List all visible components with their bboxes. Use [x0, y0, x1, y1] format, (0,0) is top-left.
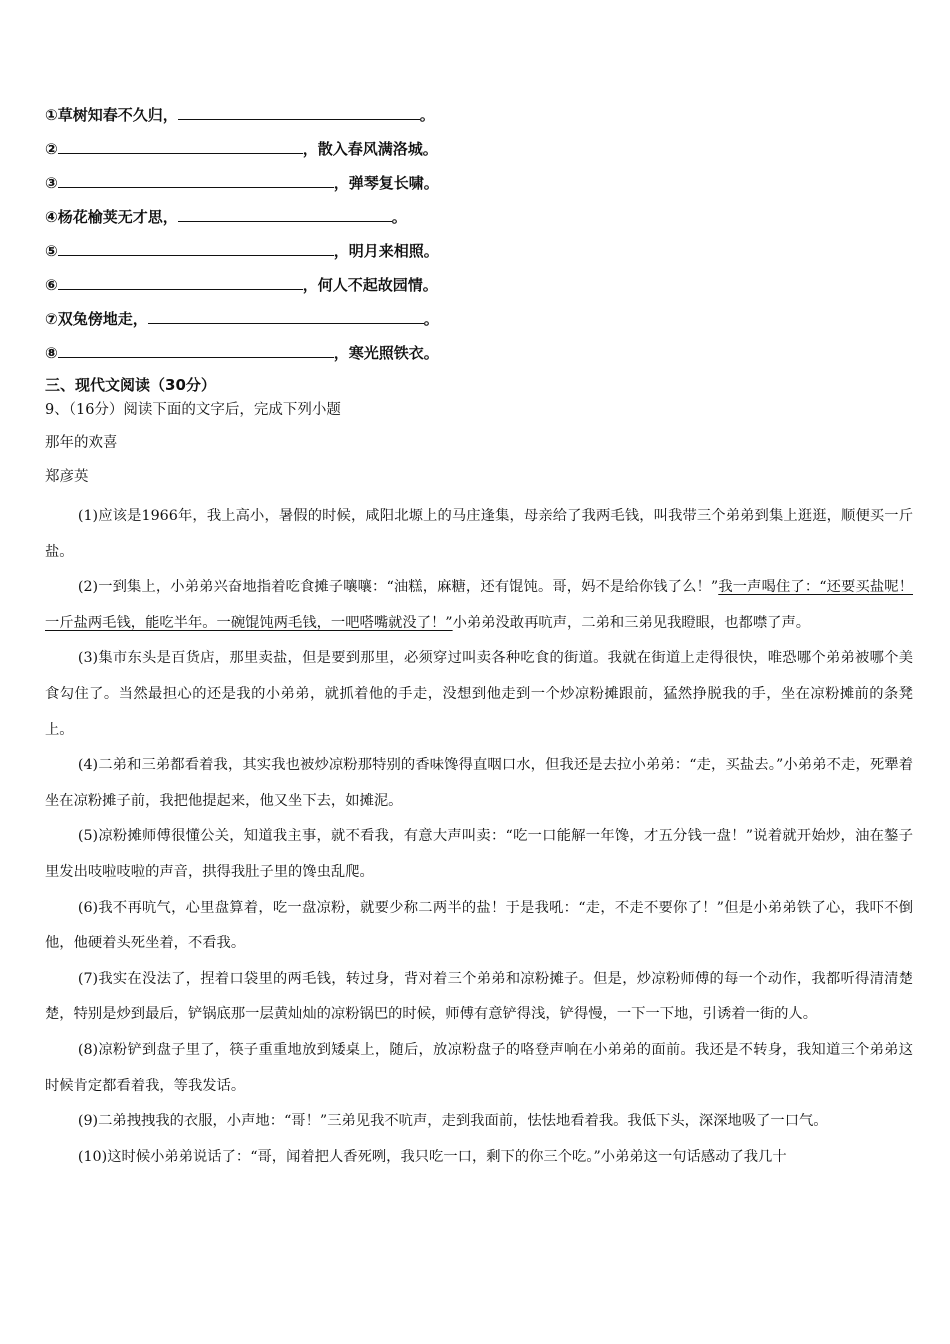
paragraph-1: (1)应该是1966年，我上高小，暑假的时候，咸阳北塬上的马庄逢集，母亲给了我两毛钱，叫我带三个弟弟到集上逛逛，顺便买一斤盐。 — [45, 508, 913, 560]
answer-blank[interactable] — [58, 343, 334, 358]
fill-item-7 — [45, 309, 439, 329]
answer-blank[interactable] — [58, 241, 334, 256]
item-prefix: 杨花榆荚无才思， — [57, 208, 178, 226]
paragraph-7: (7)我实在没法了，捏着口袋里的两毛钱，转过身，背对着三个弟弟和凉粉摊子。但是，炒凉粉师傅的每一个动作，我都听得清清楚楚，特别是炒到最后，铲锅底那一层黄灿灿的凉粉锅巴的时候，师傅有意铲得浅，铲得慢，一下一下地，引诱着一街的人。 — [45, 970, 913, 1023]
paragraph-10: (10)这时候小弟弟说话了：“哥，闻着把人香死咧，我只吃一口，剩下的你三个吃。”小弟弟这一句话感动了我几十 — [77, 1148, 787, 1165]
item-number: ⑥ — [45, 276, 58, 294]
item-suffix: 。 — [423, 310, 439, 328]
answer-blank[interactable] — [58, 173, 334, 188]
answer-blank[interactable] — [178, 105, 420, 120]
item-prefix: 双兔傍地走， — [57, 310, 148, 328]
item-suffix: 。 — [419, 106, 435, 124]
fill-item-3 — [45, 173, 439, 193]
paragraph-2 — [45, 570, 913, 641]
paragraph-9: (9)二弟拽拽我的衣服，小声地：“哥！”三弟见我不吭声，走到我面前，怯怯地看着我。我低下头，深深地吸了一口气。 — [77, 1113, 828, 1130]
story-title: 那年的欢喜 — [45, 435, 118, 451]
story-body — [45, 499, 913, 1175]
item-number: ⑦ — [45, 310, 58, 328]
fill-item-5 — [45, 241, 439, 261]
fill-item-1 — [45, 105, 435, 125]
fill-item-8 — [45, 343, 439, 363]
paragraph-2-lead: (2)一到集上，小弟弟兴奋地指着吃食摊子嚷嚷：“油糕，麻糖，还有馄饨。哥，妈不是给你钱了么！” — [77, 579, 719, 596]
item-number: ③ — [45, 174, 58, 192]
paragraph-3: (3)集市东头是百货店，那里卖盐，但是要到那里，必须穿过叫卖各种吃食的街道。我就在街道上走得很快，唯恐哪个弟弟被哪个美食勾住了。当然最担心的还是我的小弟弟，就抓着他的手走，没想到他走到一个炒凉粉摊跟前，猛然挣脱我的手，坐在凉粉摊前的条凳上。 — [45, 650, 913, 738]
answer-blank[interactable] — [58, 139, 303, 154]
item-suffix: ，散入春风满洛城。 — [302, 140, 438, 158]
item-number: ① — [45, 106, 58, 124]
section-title: 三、现代文阅读（30分） — [45, 376, 216, 394]
story-author: 郑彦英 — [45, 469, 89, 485]
item-number: ④ — [45, 208, 58, 226]
paragraph-5: (5)凉粉摊师傅很懂公关，知道我主事，就不看我，有意大声叫卖：“吃一口能解一年馋，才五分钱一盘！”说着就开始炒，油在鏊子里发出吱啦吱啦的声音，拱得我肚子里的馋虫乱爬。 — [45, 828, 913, 880]
item-prefix: 草树知春不久归， — [57, 106, 178, 124]
paragraph-2-tail: 小弟弟没敢再吭声，二弟和三弟见我瞪眼，也都噤了声。 — [452, 614, 811, 631]
item-suffix: ，何人不起故园情。 — [302, 276, 438, 294]
paragraph-6: (6)我不再吭气，心里盘算着，吃一盘凉粉，就要少称二两半的盐！于是我吼：“走，不走不要你了！”但是小弟弟铁了心，我吓不倒他，他硬着头死坐着，不看我。 — [45, 899, 913, 952]
fill-item-6 — [45, 275, 438, 295]
item-suffix: 。 — [391, 208, 407, 226]
item-number: ⑤ — [45, 242, 58, 260]
item-number: ⑧ — [45, 344, 58, 362]
item-suffix: ，明月来相照。 — [333, 242, 439, 260]
paragraph-8: (8)凉粉铲到盘子里了，筷子重重地放到矮桌上，随后，放凉粉盘子的咯登声响在小弟弟的面前。我还是不转身，我知道三个弟弟这时候肯定都看着我，等我发话。 — [45, 1041, 913, 1094]
fill-item-4 — [45, 207, 407, 227]
underlined-sentence: 我一声喝住了：“还要买盐呢！一斤盐两毛钱，能吃半年。一碗馄饨两毛钱，一吧嗒嘴就没了！” — [45, 579, 913, 631]
answer-blank[interactable] — [58, 275, 303, 290]
answer-blank[interactable] — [178, 207, 392, 222]
paragraph-4: (4)二弟和三弟都看着我，其实我也被炒凉粉那特别的香味馋得直咽口水，但我还是去拉小弟弟：“走，买盐去。”小弟弟不走，死犟着坐在凉粉摊子前，我把他提起来，他又坐下去，如摊泥。 — [45, 757, 913, 809]
fill-item-2 — [45, 139, 438, 159]
item-suffix: ，寒光照铁衣。 — [333, 344, 439, 362]
answer-blank[interactable] — [148, 309, 424, 324]
item-number: ② — [45, 140, 58, 158]
item-suffix: ，弹琴复长啸。 — [333, 174, 439, 192]
question-prompt: 9、（16分）阅读下面的文字后，完成下列小题 — [45, 402, 341, 418]
